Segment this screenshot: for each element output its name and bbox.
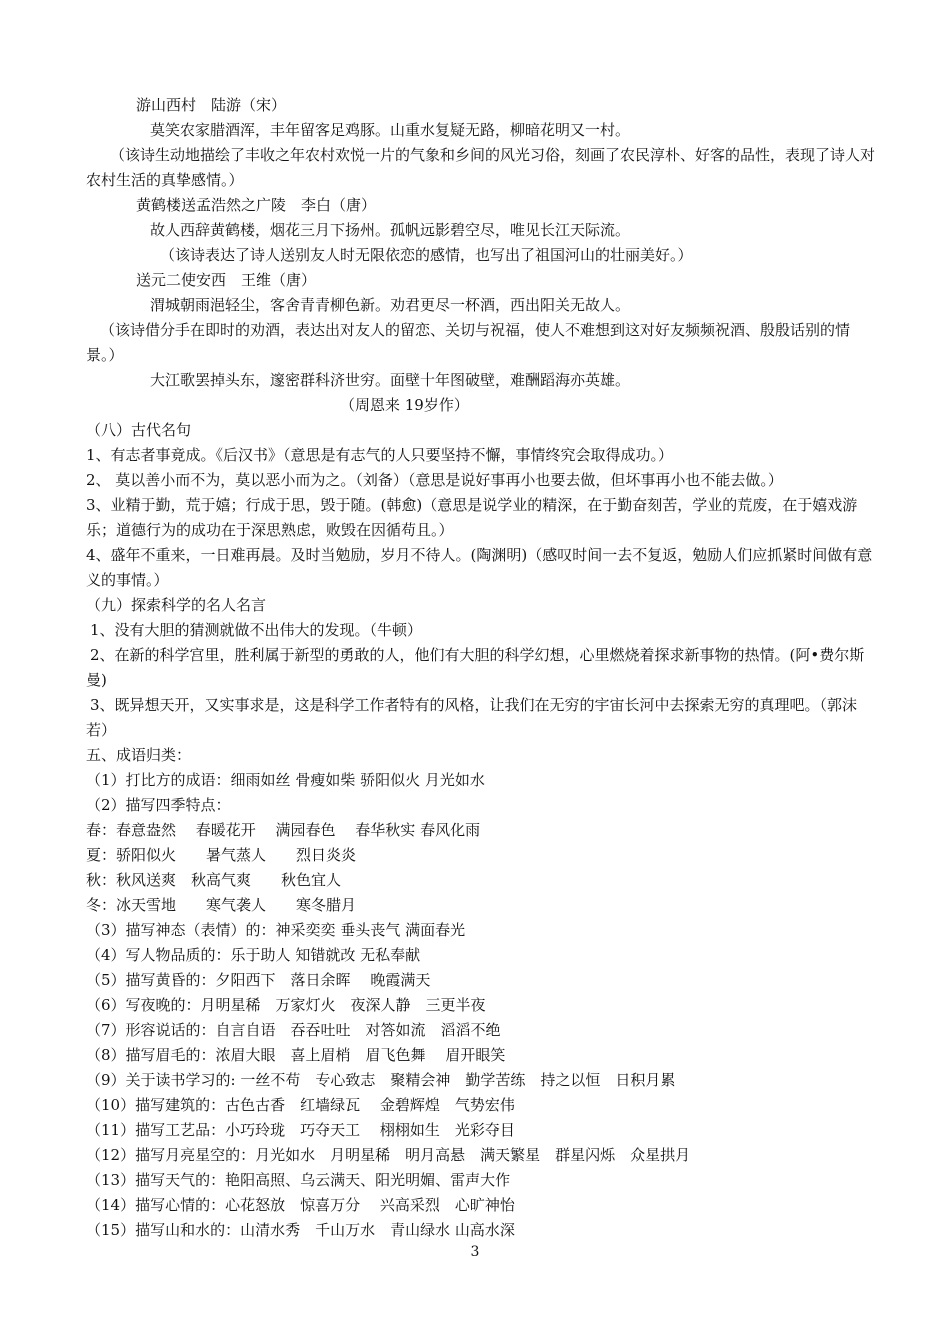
idiom-item: （8）描写眉毛的：浓眉大眼 喜上眉梢 眉飞色舞 眉开眼笑 [86, 1046, 506, 1064]
poem-text: 故人西辞黄鹤楼，烟花三月下扬州。孤帆远影碧空尽，唯见长江天际流。 [150, 221, 631, 239]
poem-title: 游山西村 陆游（宋） [136, 96, 287, 114]
quote-item: 1、没有大胆的猜测就做不出伟大的发现。（牛顿） [90, 621, 423, 639]
idiom-item: （11）描写工艺品：小巧玲珑 巧夺天工 栩栩如生 光彩夺目 [86, 1121, 515, 1139]
poem-author: （周恩来 19岁作） [340, 396, 469, 414]
poem-title: 黄鹤楼送孟浩然之广陵 李白（唐） [136, 196, 377, 214]
idiom-item: （6）写夜晚的：月明星稀 万家灯火 夜深人静 三更半夜 [86, 996, 486, 1014]
quote-item: 3、既异想天开，又实事求是，这是科学工作者特有的风格，让我们在无穷的宇宙长河中去探索无穷的真理吧。（郭沫若） [86, 696, 858, 739]
page-number: 3 [470, 1244, 480, 1260]
idiom-item: （7）形容说话的：自言自语 吞吞吐吐 对答如流 滔滔不绝 [86, 1021, 501, 1039]
poem-text: 渭城朝雨浥轻尘，客舍青青柳色新。劝君更尽一杯酒，西出阳关无故人。 [150, 296, 631, 314]
idiom-item: （1）打比方的成语：细雨如丝 骨瘦如柴 骄阳似火 月光如水 [86, 771, 485, 789]
poem-note: （该诗表达了诗人送别友人时无限依恋的感情，也写出了祖国河山的壮丽美好。） [160, 246, 693, 264]
idiom-item: （14）描写心情的：心花怒放 惊喜万分 兴高采烈 心旷神怡 [86, 1196, 515, 1214]
quote-item: 2、在新的科学宫里，胜利属于新型的勇敢的人，他们有大胆的科学幻想，心里燃烧着探求新事物的热情。(阿•费尔斯曼) [86, 646, 865, 689]
quote-item: 1、有志者事竟成。《后汉书》（意思是有志气的人只要坚持不懈，事情终究会取得成功。） [86, 446, 674, 464]
idiom-item: （3）描写神态（表情）的：神采奕奕 垂头丧气 满面春光 [86, 921, 466, 939]
idiom-item: （5）描写黄昏的：夕阳西下 落日余晖 晚霞满天 [86, 971, 431, 989]
quote-item: 3、业精于勤，荒于嬉；行成于思，毁于随。(韩愈)（意思是说学业的精深，在于勤奋刻苦，学业的荒废，在于嬉戏游乐；道德行为的成功在于深思熟虑，败毁在因循苟且。） [86, 496, 858, 539]
idiom-item: （2）描写四季特点： [86, 796, 231, 814]
season-line: 冬：冰天雪地 寒气袭人 寒冬腊月 [86, 896, 357, 914]
idiom-item: （13）描写天气的：艳阳高照、乌云满天、阳光明媚、雷声大作 [86, 1171, 511, 1189]
idiom-item: （9）关于读书学习的: 一丝不苟 专心致志 聚精会神 勤学苦练 持之以恒 日积月累 [86, 1071, 676, 1089]
poem-note: （该诗生动地描绘了丰收之年农村欢悦一片的气象和乡间的风光习俗，刻画了农民淳朴、好客的品性，表现了诗人对农村生活的真挚感情。） [86, 146, 876, 189]
season-line: 秋：秋风送爽 秋高气爽 秋色宜人 [86, 871, 342, 889]
poem-text: 大江歌罢掉头东，邃密群科济世穷。面壁十年图破壁，难酬蹈海亦英雄。 [150, 371, 631, 389]
season-line: 春：春意盎然 春暖花开 满园春色 春华秋实 春风化雨 [86, 821, 481, 839]
idiom-item: （4）写人物品质的：乐于助人 知错就改 无私奉献 [86, 946, 421, 964]
season-line: 夏：骄阳似火 暑气蒸人 烈日炎炎 [86, 846, 357, 864]
quote-item: 4、盛年不重来，一日难再晨。及时当勉励，岁月不待人。(陶渊明)（感叹时间一去不复返，勉励人们应抓紧时间做有意义的事情。） [86, 546, 873, 589]
section-heading: 五、成语归类： [86, 746, 192, 764]
idiom-item: （10）描写建筑的：古色古香 红墙绿瓦 金碧辉煌 气势宏伟 [86, 1096, 515, 1114]
idiom-item: （15）描写山和水的：山清水秀 千山万水 青山绿水 山高水深 [86, 1221, 515, 1239]
poem-text: 莫笑农家腊酒浑，丰年留客足鸡豚。山重水复疑无路，柳暗花明又一村。 [150, 121, 631, 139]
poem-note: （该诗借分手在即时的劝酒，表达出对友人的留恋、关切与祝福，使人不难想到这对好友频频祝酒、殷殷话别的情景。） [86, 321, 851, 364]
section-heading: （八）古代名句 [86, 421, 192, 439]
section-heading: （九）探索科学的名人名言 [86, 596, 267, 614]
poem-title: 送元二使安西 王维（唐） [136, 271, 317, 289]
idiom-item: （12）描写月亮星空的：月光如水 月明星稀 明月高悬 满天繁星 群星闪烁 众星拱月 [86, 1146, 691, 1164]
quote-item: 2、 莫以善小而不为，莫以恶小而为之。（刘备）（意思是说好事再小也要去做，但坏事再小也不能去做。） [86, 471, 783, 489]
